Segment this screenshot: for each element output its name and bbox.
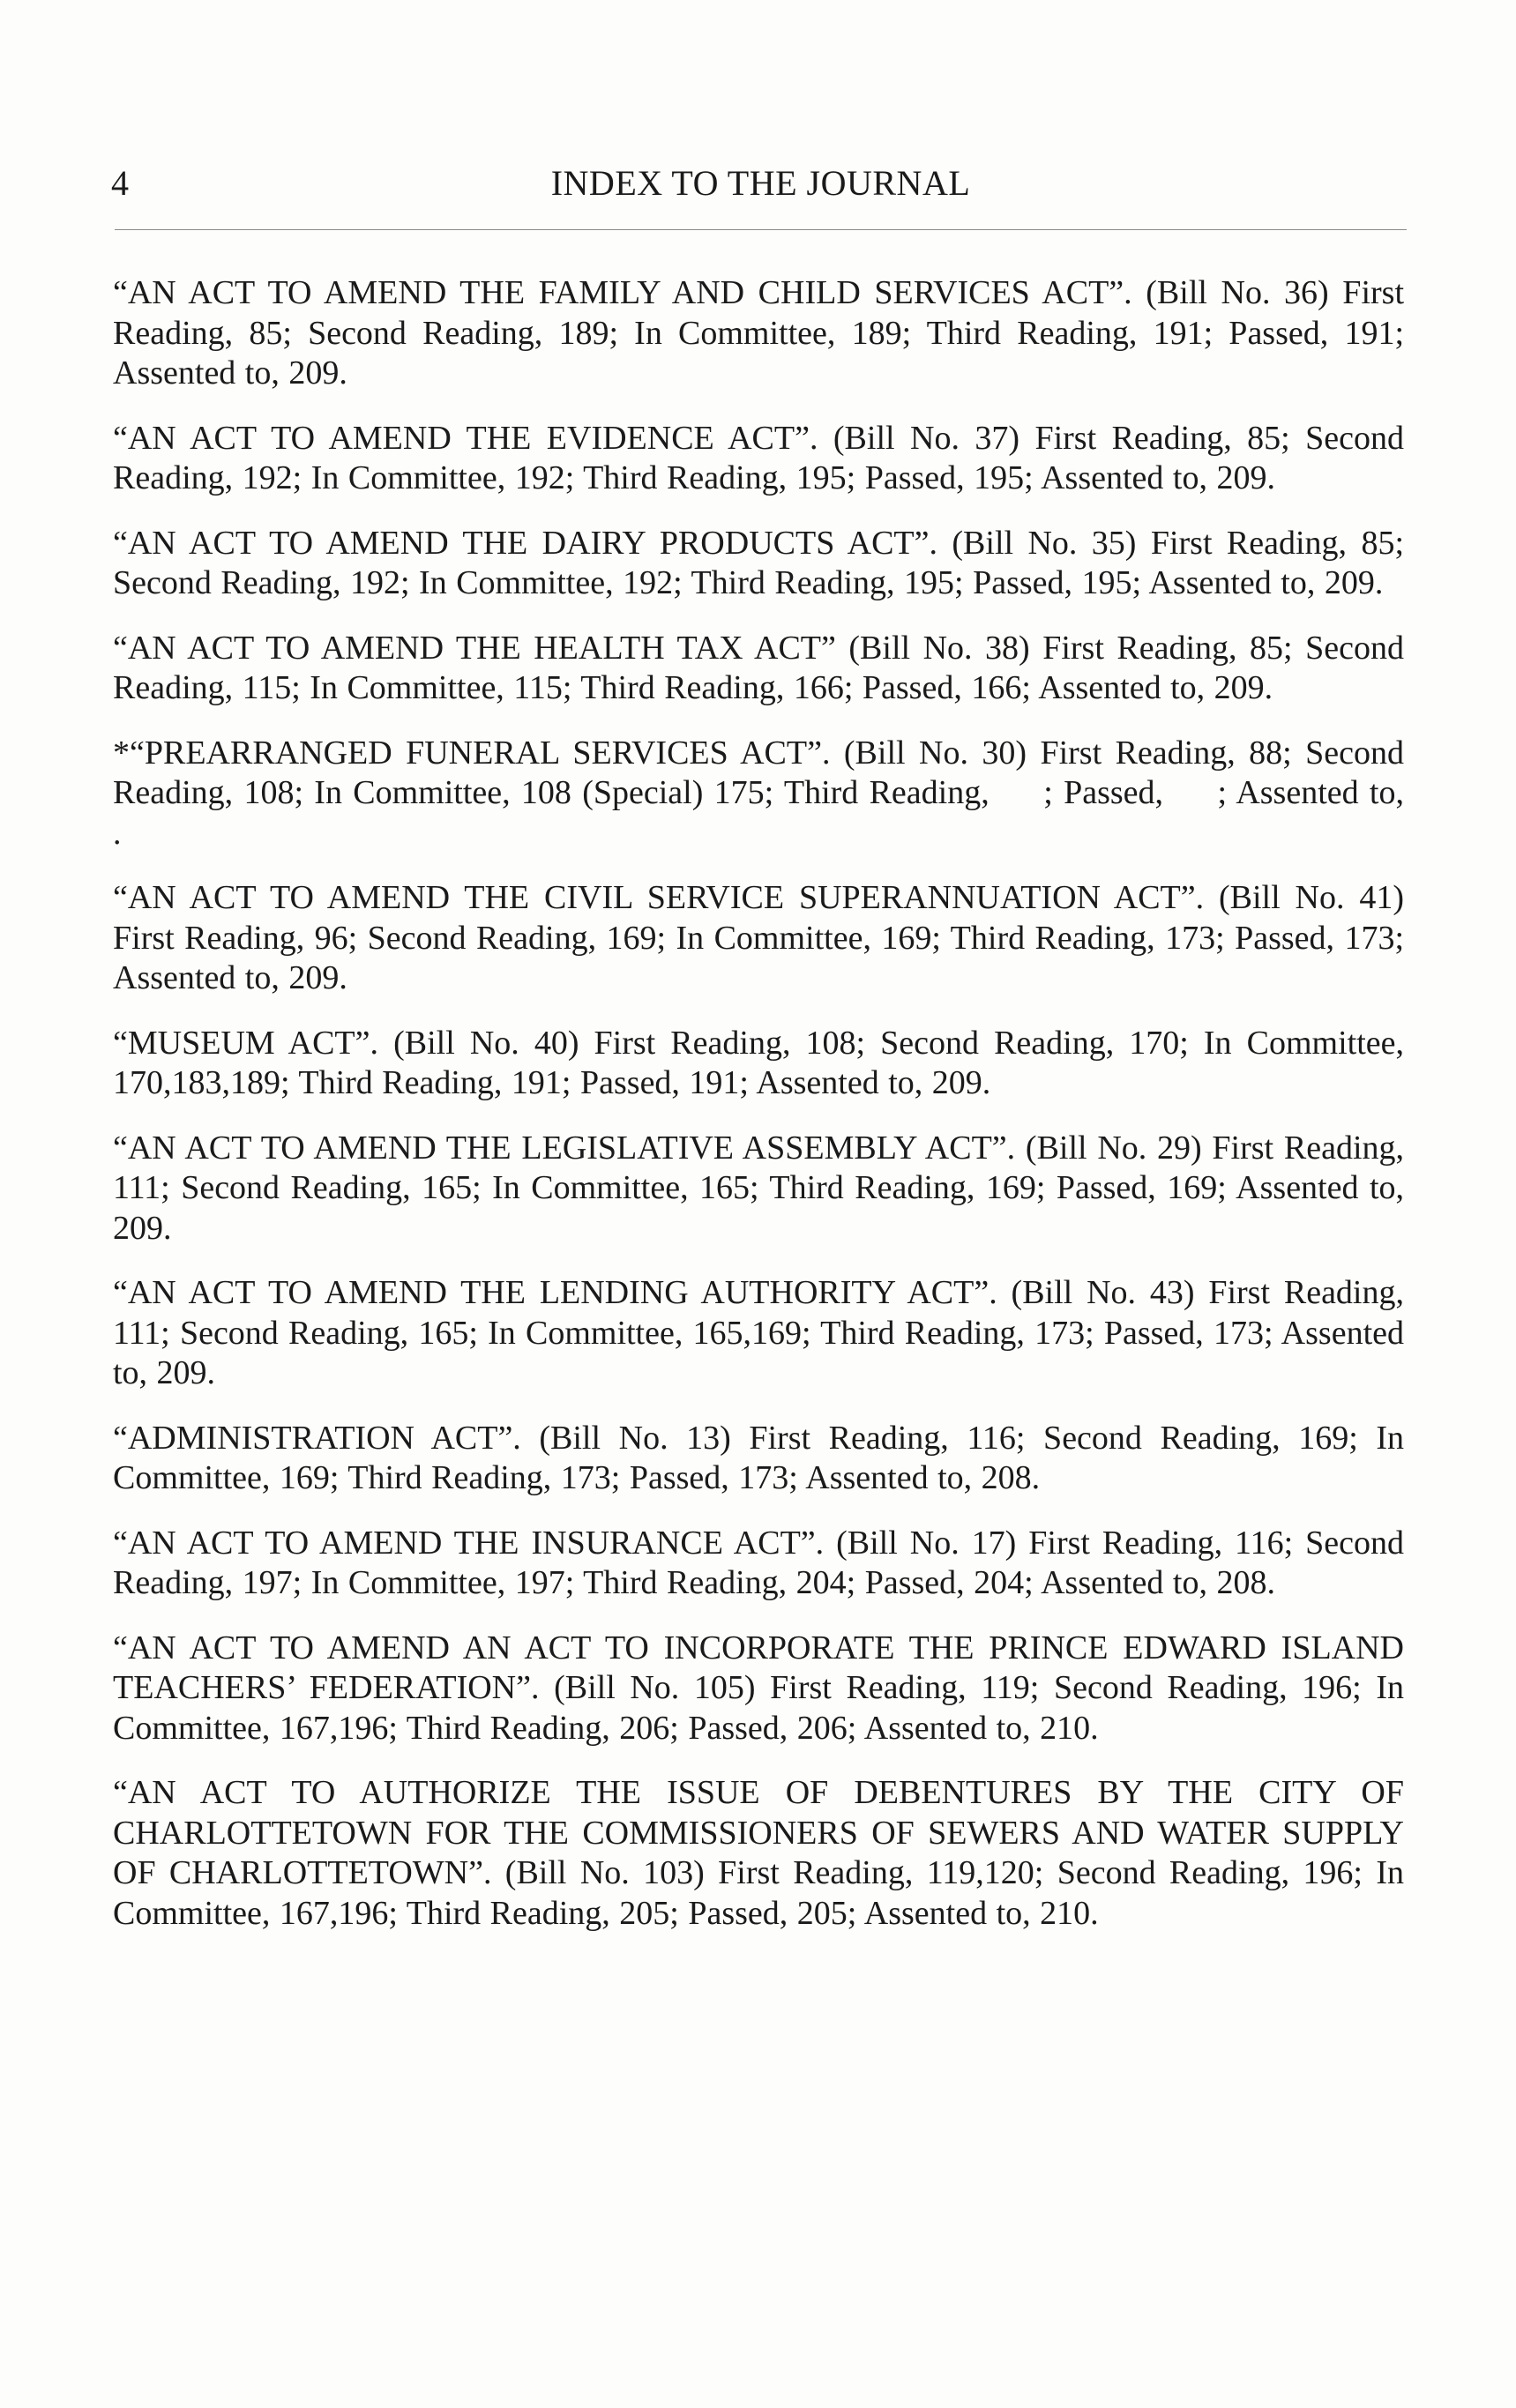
index-entry: “ADMINISTRATION ACT”. (Bill No. 13) First Reading, 116; Second Reading, 169; In Committee, 169; Third Reading, 173; Passed, 173; Assented to, 208. bbox=[113, 1419, 1404, 1496]
index-entry: “AN ACT TO AMEND AN ACT TO INCORPORATE THE PRINCE EDWARD ISLAND TEACHERS’ FEDERATION”. (Bill No. 105) First Reading, 119; Second Reading, 196; In Committee, 167,196; Third Reading, 206; Passed, 206; Assented to, 210. bbox=[113, 1629, 1404, 1747]
index-entry: “AN ACT TO AMEND THE HEALTH TAX ACT” (Bill No. 38) First Reading, 85; Second Reading, 115; In Committee, 115; Third Reading, 166; Passed, 166; Assented to, 209. bbox=[113, 629, 1404, 706]
index-entry: “AN ACT TO AMEND THE LEGISLATIVE ASSEMBLY ACT”. (Bill No. 29) First Reading, 111; Second Reading, 165; In Committee, 165; Third Reading, 169; Passed, 169; Assented to, 209. bbox=[113, 1129, 1404, 1247]
index-entry: “AN ACT TO AMEND THE DAIRY PRODUCTS ACT”. (Bill No. 35) First Reading, 85; Second Reading, 192; In Committee, 192; Third Reading, 195; Passed, 195; Assented to, 209. bbox=[113, 524, 1404, 601]
index-entry: “AN ACT TO AMEND THE EVIDENCE ACT”. (Bill No. 37) First Reading, 85; Second Reading, 192; In Committee, 192; Third Reading, 195; Passed, 195; Assented to, 209. bbox=[113, 419, 1404, 496]
running-head: INDEX TO THE JOURNAL bbox=[550, 163, 971, 203]
page-number: 4 bbox=[111, 163, 129, 203]
index-entry: “AN ACT TO AMEND THE FAMILY AND CHILD SERVICES ACT”. (Bill No. 36) First Reading, 85; Second Reading, 189; In Committee, 189; Third Reading, 191; Passed, 191; Assented to, 209. bbox=[113, 274, 1404, 391]
index-entry: *“PREARRANGED FUNERAL SERVICES ACT”. (Bill No. 30) First Reading, 88; Second Reading, 108; In Committee, 108 (Special) 175; Third Reading, ; Passed, ; Assented to, . bbox=[113, 734, 1451, 852]
index-entries bbox=[113, 273, 1451, 1958]
header-rule bbox=[115, 229, 1407, 230]
index-entry: “MUSEUM ACT”. (Bill No. 40) First Reading, 108; Second Reading, 170; In Committee, 170,183,189; Third Reading, 191; Passed, 191; Assented to, 209. bbox=[113, 1024, 1404, 1101]
index-entry: “AN ACT TO AMEND THE CIVIL SERVICE SUPERANNUATION ACT”. (Bill No. 41) First Reading, 96; Second Reading, 169; In Committee, 169; Third Reading, 173; Passed, 173; Assented to, 209. bbox=[113, 879, 1404, 996]
index-entry: “AN ACT TO AMEND THE LENDING AUTHORITY ACT”. (Bill No. 43) First Reading, 111; Second Reading, 165; In Committee, 165,169; Third Reading, 173; Passed, 173; Assented to, 209. bbox=[113, 1274, 1404, 1391]
page-header bbox=[111, 159, 1410, 208]
index-entry: “AN ACT TO AUTHORIZE THE ISSUE OF DEBENTURES BY THE CITY OF CHARLOTTETOWN FOR THE COMMISSIONERS OF SEWERS AND WATER SUPPLY OF CHARLOTTETOWN”. (Bill No. 103) First Reading, 119,120; Second Reading, 196; In Committee, 167,196; Third Reading, 205; Passed, 205; Assented to, 210. bbox=[113, 1774, 1404, 1932]
index-entry: “AN ACT TO AMEND THE INSURANCE ACT”. (Bill No. 17) First Reading, 116; Second Reading, 197; In Committee, 197; Third Reading, 204; Passed, 204; Assented to, 208. bbox=[113, 1524, 1404, 1601]
